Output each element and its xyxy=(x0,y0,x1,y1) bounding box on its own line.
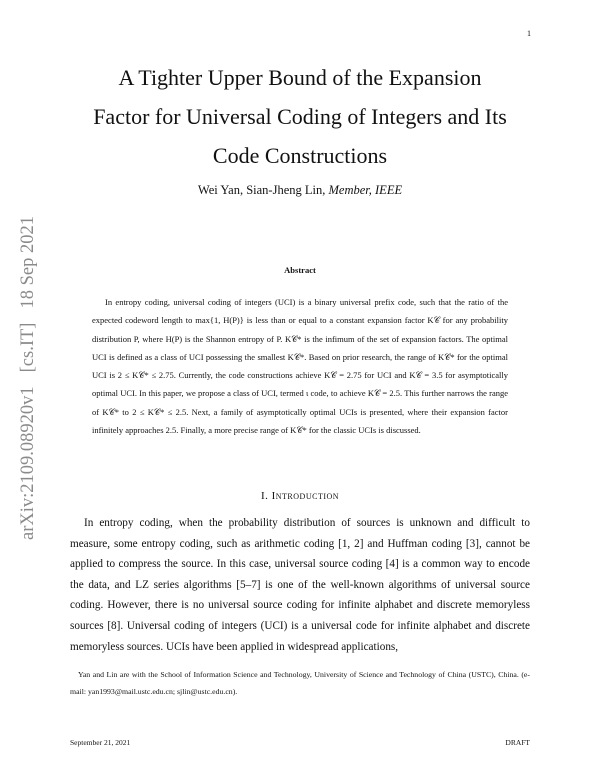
paper-title xyxy=(60,58,540,175)
author-membership: Member, IEEE xyxy=(328,183,403,197)
intro-paragraph: In entropy coding, when the probability distribution of sources is unknown and difficult to measure, some entropy coding, such as arithmetic coding [1, 2] and Huffman coding [3], cannot be applied to compress the source. In this case, universal source coding [4] is a common way to encode the data, and LZ series algorithms [5–7] is one of the well-known algorithms of universal source coding. However, there is no universal source coding for infinite alphabet and discrete memoryless sources [8]. Universal coding of integers (UCI) is a universal code for infinite alphabet and discrete memoryless sources. UCIs have been applied in widespread applications, xyxy=(70,517,530,653)
arxiv-id: arXiv:2109.08920v1 xyxy=(18,386,38,540)
title-line-2: Factor for Universal Coding of Integers and Its xyxy=(93,104,507,129)
footer-date: September 21, 2021 xyxy=(70,738,131,747)
abstract-text: In entropy coding, universal coding of integers (UCI) is a binary universal prefix code, such that the ratio of the expected codeword length to max{1, H(P)} is less than or equal to a constant expansion factor K𝒞 for any probability distribution P, where H(P) is the Shannon entropy of P. K𝒞* is the infimum of the set of expansion factors. The optimal UCI is defined as a class of UCI possessing the smallest K𝒞*. Based on prior research, the range of K𝒞* for the optimal UCI is 2 ≤ K𝒞* ≤ 2.75. Currently, the code constructions achieve K𝒞 = 2.75 for UCI and K𝒞 = 3.5 for asymptotically optimal UCI. In this paper, we propose a class of UCI, termed ι code, to achieve K𝒞 = 2.5. This further narrows the range of K𝒞* to 2 ≤ K𝒞* ≤ 2.5. Next, a family of asymptotically optimal UCIs is presented, where their expansion factor infinitely approaches 2.5. Finally, a more precise range of K𝒞* for the classic UCIs is discussed. xyxy=(92,297,508,436)
page-number: 1 xyxy=(527,29,531,38)
section-title: Introduction xyxy=(271,490,340,502)
title-line-3: Code Constructions xyxy=(212,143,388,168)
title-line-1: A Tighter Upper Bound of the Expansion xyxy=(118,65,482,90)
section-number: I. xyxy=(260,490,269,502)
author-footnote: Yan and Lin are with the School of Information Science and Technology, University of Science and Technology of China (USTC), China. (e-mail: yan1993@mail.ustc.edu.cn; sjlin@ustc.edu.cn). xyxy=(70,670,530,696)
section-heading xyxy=(0,490,600,502)
footer-draft-label: DRAFT xyxy=(505,738,530,747)
author-line xyxy=(0,183,600,198)
arxiv-date: 18 Sep 2021 xyxy=(18,216,38,309)
arxiv-category: [cs.IT] xyxy=(18,322,38,373)
abstract-heading: Abstract xyxy=(284,265,316,275)
author-names: Wei Yan, Sian-Jheng Lin, xyxy=(197,183,329,197)
